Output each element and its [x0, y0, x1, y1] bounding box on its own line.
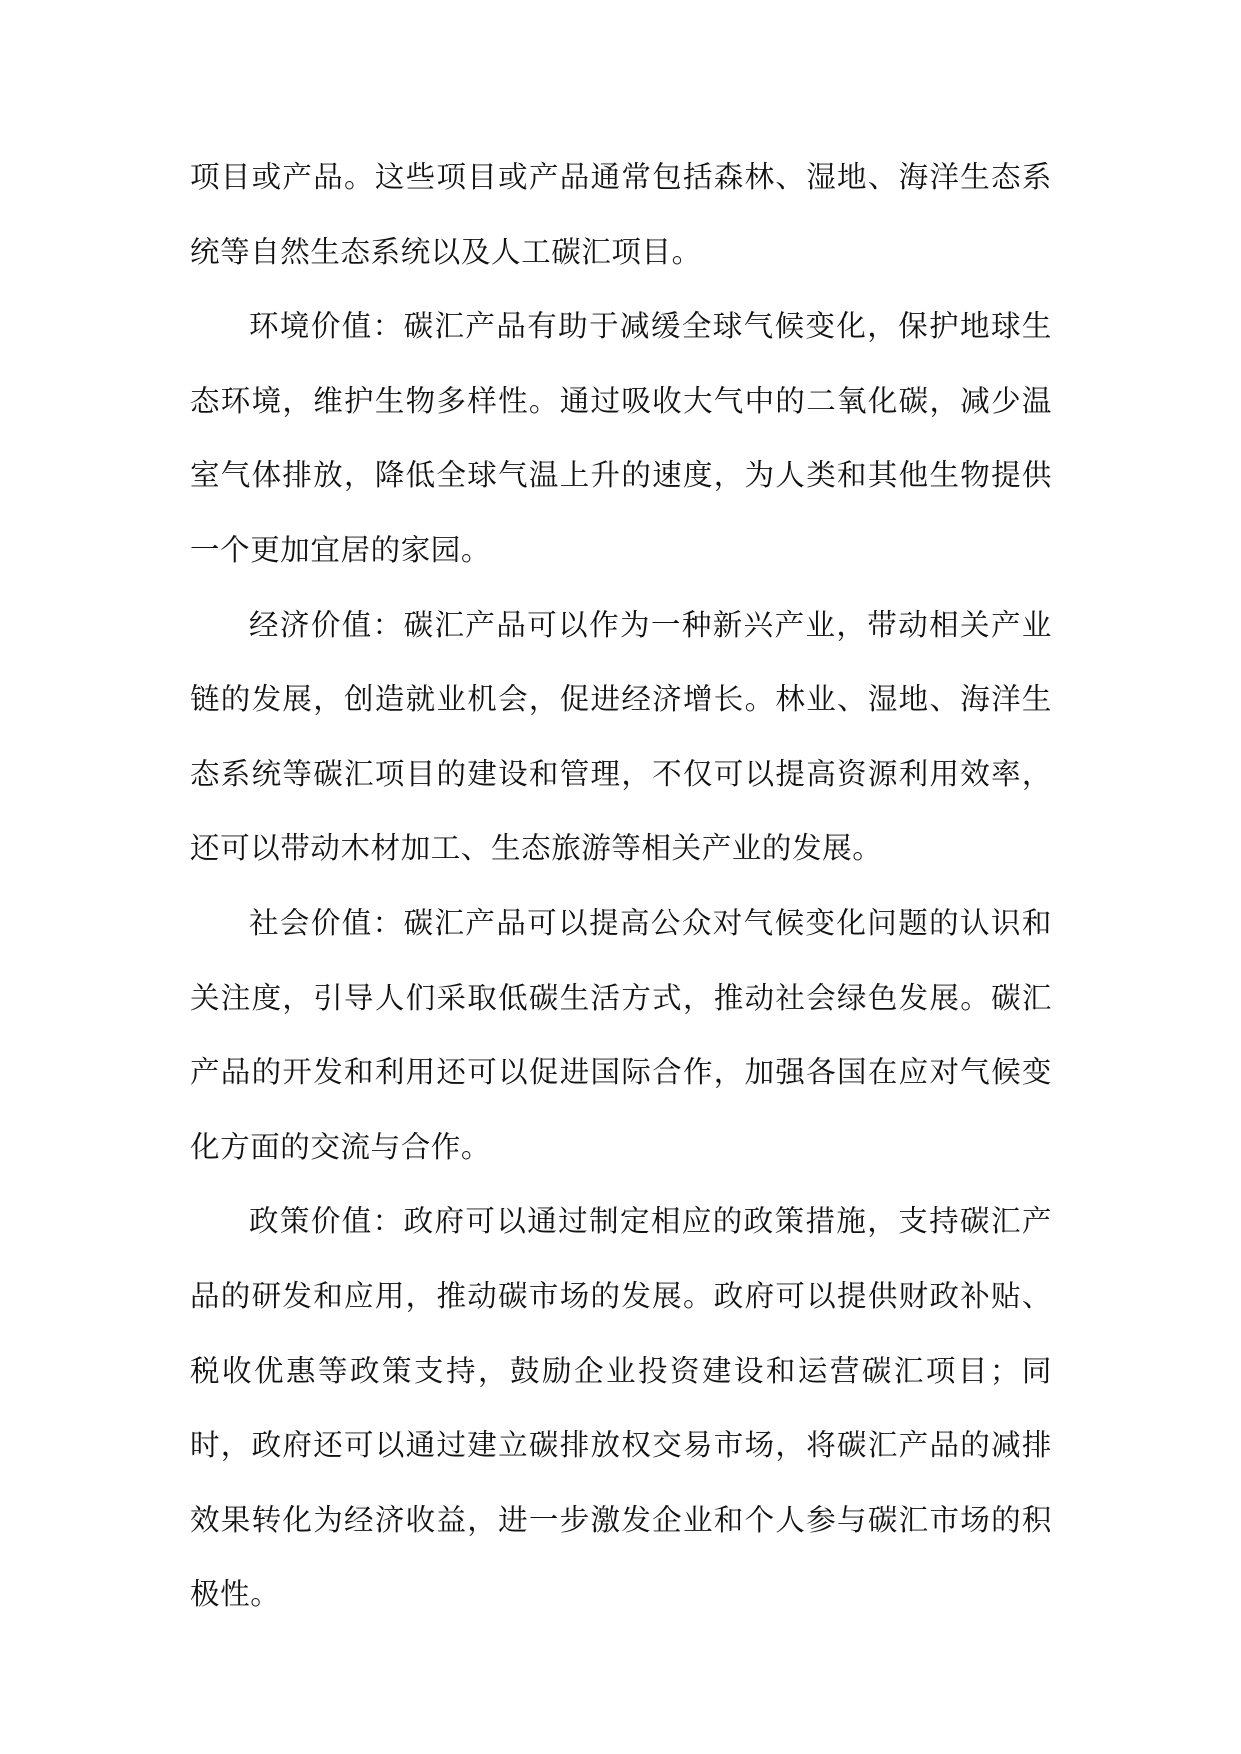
paragraph-social-value: 社会价值：碳汇产品可以提高公众对气候变化问题的认识和关注度，引导人们采取低碳生活方式，推动社会绿色发展。碳汇产品的开发和利用还可以促进国际合作，加强各国在应对气候变化方面的交流与合作。	[190, 905, 1052, 1164]
paragraph-policy-value: 政策价值：政府可以通过制定相应的政策措施，支持碳汇产品的研发和应用，推动碳市场的发展。政府可以提供财政补贴、税收优惠等政策支持，鼓励企业投资建设和运营碳汇项目；同时，政府还可以通过建立碳排放权交易市场，将碳汇产品的减排效果转化为经济收益，进一步激发企业和个人参与碳汇市场的积极性。	[190, 1204, 1052, 1612]
paragraph-environmental-value: 环境价值：碳汇产品有助于减缓全球气候变化，保护地球生态环境，维护生物多样性。通过吸收大气中的二氧化碳，减少温室气体排放，降低全球气温上升的速度，为人类和其他生物提供一个更加宜居的家园。	[190, 309, 1052, 567]
paragraph-economic-value: 经济价值：碳汇产品可以作为一种新兴产业，带动相关产业链的发展，创造就业机会，促进经济增长。林业、湿地、海洋生态系统等碳汇项目的建设和管理，不仅可以提高资源利用效率，还可以带动木材加工、生态旅游等相关产业的发展。	[190, 607, 1052, 866]
paragraph-continuation: 项目或产品。这些项目或产品通常包括森林、湿地、海洋生态系统等自然生态系统以及人工碳汇项目。	[190, 160, 1052, 269]
body-text	[190, 140, 1052, 1632]
